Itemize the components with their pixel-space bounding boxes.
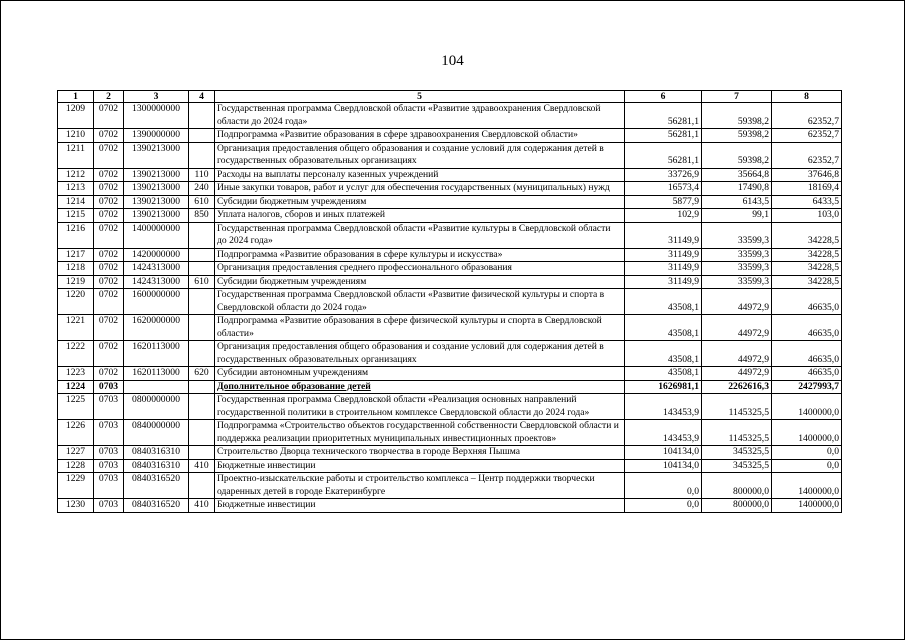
target-article-cell: 1620113000 bbox=[124, 367, 189, 381]
header-cell-3: 3 bbox=[124, 91, 189, 103]
amount-col8-cell: 18169,4 bbox=[772, 182, 842, 196]
description-cell: Субсидии бюджетным учреждениям bbox=[215, 195, 625, 209]
header-cell-5: 5 bbox=[215, 91, 625, 103]
table-row bbox=[58, 103, 842, 129]
description-cell: Бюджетные инвестиции bbox=[215, 459, 625, 473]
expense-type-cell: 610 bbox=[189, 195, 215, 209]
amount-col7-cell: 99,1 bbox=[702, 209, 772, 223]
table-row bbox=[58, 209, 842, 223]
amount-col6-cell: 31149,9 bbox=[625, 275, 702, 289]
amount-col8-cell: 46635,0 bbox=[772, 367, 842, 381]
section-code-cell: 0702 bbox=[94, 209, 124, 223]
table-row bbox=[58, 195, 842, 209]
description-cell: Подпрограмма «Развитие образования в сфере культуры и искусства» bbox=[215, 248, 625, 262]
amount-col6-cell: 33726,9 bbox=[625, 168, 702, 182]
expense-type-cell bbox=[189, 103, 215, 129]
header-row bbox=[58, 91, 842, 103]
section-code-cell: 0702 bbox=[94, 262, 124, 276]
description-cell: Строительство Дворца технического творчества в городе Верхняя Пышма bbox=[215, 446, 625, 460]
section-code-cell: 0703 bbox=[94, 446, 124, 460]
description-cell: Уплата налогов, сборов и иных платежей bbox=[215, 209, 625, 223]
amount-col6-cell: 104134,0 bbox=[625, 446, 702, 460]
description-cell: Государственная программа Свердловской области «Развитие культуры в Свердловской области до 2024 года» bbox=[215, 222, 625, 248]
description-cell: Государственная программа Свердловской области «Развитие здравоохранения Свердловской области до 2024 года» bbox=[215, 103, 625, 129]
target-article-cell: 0840316520 bbox=[124, 499, 189, 513]
section-code-cell: 0703 bbox=[94, 420, 124, 446]
header-cell-4: 4 bbox=[189, 91, 215, 103]
amount-col6-cell: 56281,1 bbox=[625, 129, 702, 143]
amount-col8-cell: 37646,8 bbox=[772, 168, 842, 182]
section-code-cell: 0702 bbox=[94, 289, 124, 315]
amount-col7-cell: 59398,2 bbox=[702, 142, 772, 168]
table-row bbox=[58, 315, 842, 341]
row-number-cell: 1211 bbox=[58, 142, 94, 168]
description-cell: Дополнительное образование детей bbox=[215, 380, 625, 394]
expense-type-cell: 410 bbox=[189, 459, 215, 473]
expense-type-cell bbox=[189, 222, 215, 248]
section-code-cell: 0702 bbox=[94, 275, 124, 289]
target-article-cell: 0840316310 bbox=[124, 446, 189, 460]
target-article-cell: 1390213000 bbox=[124, 142, 189, 168]
target-article-cell: 1390000000 bbox=[124, 129, 189, 143]
table-row bbox=[58, 275, 842, 289]
table-row bbox=[58, 222, 842, 248]
row-number-cell: 1228 bbox=[58, 459, 94, 473]
amount-col7-cell: 345325,5 bbox=[702, 446, 772, 460]
amount-col6-cell: 31149,9 bbox=[625, 262, 702, 276]
amount-col7-cell: 1145325,5 bbox=[702, 394, 772, 420]
amount-col6-cell: 56281,1 bbox=[625, 142, 702, 168]
target-article-cell: 1390213000 bbox=[124, 195, 189, 209]
amount-col8-cell: 0,0 bbox=[772, 446, 842, 460]
description-cell: Субсидии автономным учреждениям bbox=[215, 367, 625, 381]
expense-type-cell: 410 bbox=[189, 499, 215, 513]
amount-col7-cell: 33599,3 bbox=[702, 222, 772, 248]
amount-col8-cell: 1400000,0 bbox=[772, 499, 842, 513]
amount-col8-cell: 34228,5 bbox=[772, 248, 842, 262]
section-code-cell: 0702 bbox=[94, 195, 124, 209]
amount-col7-cell: 44972,9 bbox=[702, 341, 772, 367]
header-cell-1: 1 bbox=[58, 91, 94, 103]
amount-col6-cell: 43508,1 bbox=[625, 341, 702, 367]
amount-col6-cell: 43508,1 bbox=[625, 315, 702, 341]
target-article-cell: 1424313000 bbox=[124, 275, 189, 289]
section-code-cell: 0702 bbox=[94, 341, 124, 367]
target-article-cell bbox=[124, 380, 189, 394]
amount-col8-cell: 46635,0 bbox=[772, 289, 842, 315]
expense-type-cell: 240 bbox=[189, 182, 215, 196]
target-article-cell: 1390213000 bbox=[124, 182, 189, 196]
row-number-cell: 1213 bbox=[58, 182, 94, 196]
expense-type-cell bbox=[189, 289, 215, 315]
description-cell: Подпрограмма «Развитие образования в сфере здравоохранения Свердловской области» bbox=[215, 129, 625, 143]
row-number-cell: 1214 bbox=[58, 195, 94, 209]
target-article-cell: 1620113000 bbox=[124, 341, 189, 367]
section-code-cell: 0702 bbox=[94, 248, 124, 262]
target-article-cell: 1400000000 bbox=[124, 222, 189, 248]
row-number-cell: 1226 bbox=[58, 420, 94, 446]
expense-type-cell bbox=[189, 248, 215, 262]
amount-col6-cell: 143453,9 bbox=[625, 394, 702, 420]
expense-type-cell: 850 bbox=[189, 209, 215, 223]
amount-col8-cell: 34228,5 bbox=[772, 275, 842, 289]
table-row bbox=[58, 129, 842, 143]
target-article-cell: 1420000000 bbox=[124, 248, 189, 262]
amount-col7-cell: 33599,3 bbox=[702, 275, 772, 289]
row-number-cell: 1210 bbox=[58, 129, 94, 143]
amount-col7-cell: 59398,2 bbox=[702, 129, 772, 143]
target-article-cell: 0840000000 bbox=[124, 420, 189, 446]
expense-type-cell bbox=[189, 315, 215, 341]
row-number-cell: 1218 bbox=[58, 262, 94, 276]
table-row bbox=[58, 182, 842, 196]
section-code-cell: 0703 bbox=[94, 380, 124, 394]
row-number-cell: 1215 bbox=[58, 209, 94, 223]
expense-type-cell bbox=[189, 394, 215, 420]
amount-col7-cell: 35664,8 bbox=[702, 168, 772, 182]
section-code-cell: 0702 bbox=[94, 129, 124, 143]
row-number-cell: 1229 bbox=[58, 473, 94, 499]
amount-col8-cell: 34228,5 bbox=[772, 262, 842, 276]
amount-col6-cell: 0,0 bbox=[625, 499, 702, 513]
target-article-cell: 1390213000 bbox=[124, 209, 189, 223]
budget-table bbox=[57, 90, 842, 513]
amount-col6-cell: 102,9 bbox=[625, 209, 702, 223]
target-article-cell: 0840316520 bbox=[124, 473, 189, 499]
section-code-cell: 0703 bbox=[94, 499, 124, 513]
row-number-cell: 1222 bbox=[58, 341, 94, 367]
description-cell: Расходы на выплаты персоналу казенных учреждений bbox=[215, 168, 625, 182]
description-cell: Субсидии бюджетным учреждениям bbox=[215, 275, 625, 289]
amount-col7-cell: 33599,3 bbox=[702, 248, 772, 262]
table-row bbox=[58, 394, 842, 420]
section-code-cell: 0702 bbox=[94, 315, 124, 341]
amount-col7-cell: 33599,3 bbox=[702, 262, 772, 276]
amount-col6-cell: 43508,1 bbox=[625, 367, 702, 381]
target-article-cell: 1620000000 bbox=[124, 315, 189, 341]
amount-col8-cell: 1400000,0 bbox=[772, 394, 842, 420]
table-row bbox=[58, 142, 842, 168]
table-row bbox=[58, 446, 842, 460]
target-article-cell: 1424313000 bbox=[124, 262, 189, 276]
section-code-cell: 0703 bbox=[94, 394, 124, 420]
section-code-cell: 0702 bbox=[94, 168, 124, 182]
target-article-cell: 0800000000 bbox=[124, 394, 189, 420]
row-number-cell: 1217 bbox=[58, 248, 94, 262]
amount-col7-cell: 44972,9 bbox=[702, 315, 772, 341]
amount-col7-cell: 345325,5 bbox=[702, 459, 772, 473]
amount-col8-cell: 6433,5 bbox=[772, 195, 842, 209]
row-number-cell: 1216 bbox=[58, 222, 94, 248]
row-number-cell: 1224 bbox=[58, 380, 94, 394]
amount-col8-cell: 62352,7 bbox=[772, 129, 842, 143]
description-cell: Иные закупки товаров, работ и услуг для обеспечения государственных (муниципальных) нужд bbox=[215, 182, 625, 196]
row-number-cell: 1212 bbox=[58, 168, 94, 182]
expense-type-cell bbox=[189, 446, 215, 460]
expense-type-cell bbox=[189, 473, 215, 499]
table-row bbox=[58, 420, 842, 446]
description-cell: Государственная программа Свердловской области «Реализация основных направлений государственной политики в строительном комплексе Свердловской области до 2024 года» bbox=[215, 394, 625, 420]
amount-col7-cell: 44972,9 bbox=[702, 367, 772, 381]
amount-col6-cell: 5877,9 bbox=[625, 195, 702, 209]
amount-col7-cell: 1145325,5 bbox=[702, 420, 772, 446]
amount-col8-cell: 46635,0 bbox=[772, 341, 842, 367]
amount-col8-cell: 2427993,7 bbox=[772, 380, 842, 394]
section-code-cell: 0702 bbox=[94, 103, 124, 129]
amount-col7-cell: 6143,5 bbox=[702, 195, 772, 209]
amount-col6-cell: 0,0 bbox=[625, 473, 702, 499]
table-row bbox=[58, 367, 842, 381]
expense-type-cell bbox=[189, 341, 215, 367]
header-cell-6: 6 bbox=[625, 91, 702, 103]
page-number: 104 bbox=[441, 53, 464, 69]
amount-col7-cell: 59398,2 bbox=[702, 103, 772, 129]
amount-col6-cell: 143453,9 bbox=[625, 420, 702, 446]
row-number-cell: 1220 bbox=[58, 289, 94, 315]
section-code-cell: 0702 bbox=[94, 182, 124, 196]
amount-col8-cell: 1400000,0 bbox=[772, 473, 842, 499]
table-row bbox=[58, 459, 842, 473]
target-article-cell: 1390213000 bbox=[124, 168, 189, 182]
expense-type-cell bbox=[189, 262, 215, 276]
amount-col6-cell: 31149,9 bbox=[625, 248, 702, 262]
amount-col8-cell: 62352,7 bbox=[772, 103, 842, 129]
description-cell: Организация предоставления среднего профессионального образования bbox=[215, 262, 625, 276]
section-code-cell: 0702 bbox=[94, 222, 124, 248]
table-row bbox=[58, 499, 842, 513]
amount-col8-cell: 0,0 bbox=[772, 459, 842, 473]
table-body bbox=[58, 103, 842, 513]
header-cell-7: 7 bbox=[702, 91, 772, 103]
table-row bbox=[58, 168, 842, 182]
section-code-cell: 0702 bbox=[94, 142, 124, 168]
amount-col6-cell: 16573,4 bbox=[625, 182, 702, 196]
amount-col7-cell: 17490,8 bbox=[702, 182, 772, 196]
description-cell: Бюджетные инвестиции bbox=[215, 499, 625, 513]
description-cell: Организация предоставления общего образования и создание условий для содержания детей в государственных образовательных организациях bbox=[215, 142, 625, 168]
amount-col8-cell: 62352,7 bbox=[772, 142, 842, 168]
table-row bbox=[58, 473, 842, 499]
amount-col8-cell: 46635,0 bbox=[772, 315, 842, 341]
description-cell: Подпрограмма «Развитие образования в сфере физической культуры и спорта в Свердловской области» bbox=[215, 315, 625, 341]
expense-type-cell: 610 bbox=[189, 275, 215, 289]
description-cell: Государственная программа Свердловской области «Развитие физической культуры и спорта в Свердловской области до 2024 года» bbox=[215, 289, 625, 315]
amount-col7-cell: 800000,0 bbox=[702, 499, 772, 513]
amount-col6-cell: 43508,1 bbox=[625, 289, 702, 315]
amount-col6-cell: 1626981,1 bbox=[625, 380, 702, 394]
amount-col6-cell: 56281,1 bbox=[625, 103, 702, 129]
header-cell-2: 2 bbox=[94, 91, 124, 103]
expense-type-cell bbox=[189, 129, 215, 143]
description-cell: Подпрограмма «Строительство объектов государственной собственности Свердловской области и поддержка реализации приоритетных муниципальных инвестиционных проектов» bbox=[215, 420, 625, 446]
table-row bbox=[58, 380, 842, 394]
row-number-cell: 1225 bbox=[58, 394, 94, 420]
row-number-cell: 1209 bbox=[58, 103, 94, 129]
expense-type-cell bbox=[189, 380, 215, 394]
section-code-cell: 0703 bbox=[94, 459, 124, 473]
amount-col8-cell: 34228,5 bbox=[772, 222, 842, 248]
target-article-cell: 1600000000 bbox=[124, 289, 189, 315]
table-row bbox=[58, 262, 842, 276]
description-cell: Организация предоставления общего образования и создание условий для содержания детей в государственных образовательных организациях bbox=[215, 341, 625, 367]
section-code-cell: 0703 bbox=[94, 473, 124, 499]
table-row bbox=[58, 341, 842, 367]
expense-type-cell bbox=[189, 420, 215, 446]
amount-col8-cell: 103,0 bbox=[772, 209, 842, 223]
amount-col7-cell: 2262616,3 bbox=[702, 380, 772, 394]
row-number-cell: 1219 bbox=[58, 275, 94, 289]
expense-type-cell bbox=[189, 142, 215, 168]
target-article-cell: 0840316310 bbox=[124, 459, 189, 473]
amount-col6-cell: 31149,9 bbox=[625, 222, 702, 248]
row-number-cell: 1230 bbox=[58, 499, 94, 513]
amount-col7-cell: 800000,0 bbox=[702, 473, 772, 499]
expense-type-cell: 620 bbox=[189, 367, 215, 381]
table-row bbox=[58, 289, 842, 315]
section-code-cell: 0702 bbox=[94, 367, 124, 381]
row-number-cell: 1223 bbox=[58, 367, 94, 381]
amount-col8-cell: 1400000,0 bbox=[772, 420, 842, 446]
table-row bbox=[58, 248, 842, 262]
target-article-cell: 1300000000 bbox=[124, 103, 189, 129]
description-cell: Проектно-изыскательские работы и строительство комплекса – Центр поддержки творчески одаренных детей в городе Екатеринбурге bbox=[215, 473, 625, 499]
header-cell-8: 8 bbox=[772, 91, 842, 103]
amount-col7-cell: 44972,9 bbox=[702, 289, 772, 315]
amount-col6-cell: 104134,0 bbox=[625, 459, 702, 473]
expense-type-cell: 110 bbox=[189, 168, 215, 182]
row-number-cell: 1221 bbox=[58, 315, 94, 341]
row-number-cell: 1227 bbox=[58, 446, 94, 460]
